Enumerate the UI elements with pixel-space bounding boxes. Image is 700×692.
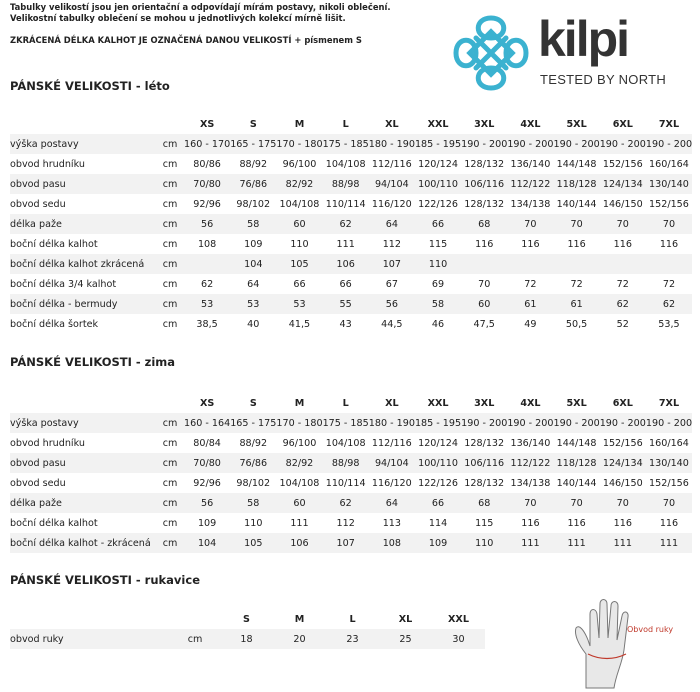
summer-cell-value: 61 bbox=[554, 294, 600, 314]
winter-cell-value: 68 bbox=[461, 493, 507, 513]
summer-cell-value: 106/116 bbox=[461, 174, 507, 194]
gloves-size-header: XL bbox=[398, 613, 413, 625]
intro-note: ZKRÁCENÁ DÉLKA KALHOT JE OZNAČENÁ DANOU VELIKOSTÍ + písmenem S bbox=[10, 35, 362, 45]
summer-cell-value: 56 bbox=[369, 294, 415, 314]
summer-size-header: M bbox=[294, 118, 305, 130]
summer-cell-value: 134/138 bbox=[510, 198, 551, 210]
winter-cell-value: 146/150 bbox=[602, 477, 643, 489]
summer-cell-value: 56 bbox=[184, 214, 230, 234]
winter-row-label: boční délka kalhot - zkrácená bbox=[10, 533, 156, 553]
winter-cell-value: 111 bbox=[507, 533, 553, 553]
winter-cell-value: 128/132 bbox=[464, 477, 505, 489]
summer-cell-value: 130/140 bbox=[646, 174, 692, 194]
winter-row-label: délka paže bbox=[10, 493, 156, 513]
winter-size-header: 5XL bbox=[566, 397, 587, 409]
summer-cell-value: 105 bbox=[276, 254, 322, 274]
summer-cell-value: 185 - 195 bbox=[415, 134, 461, 154]
summer-size-header: 3XL bbox=[474, 118, 495, 130]
winter-row-unit: cm bbox=[162, 517, 178, 529]
winter-cell-value: 56 bbox=[184, 493, 230, 513]
summer-cell-value: 52 bbox=[616, 318, 629, 330]
gloves-cell-value: 30 bbox=[432, 629, 485, 649]
winter-cell-value: 100/110 bbox=[415, 453, 461, 473]
summer-cell-value: 136/140 bbox=[510, 158, 551, 170]
summer-cell-value: 107 bbox=[369, 254, 415, 274]
summer-cell-value: 94/104 bbox=[369, 174, 415, 194]
summer-size-header: XL bbox=[385, 118, 399, 130]
winter-cell-value: 114 bbox=[428, 517, 448, 529]
winter-row-label: výška postavy bbox=[10, 413, 156, 433]
intro-line-2: Velikostní tabulky oblečení se mohou u jednotlivých kolekcí mírně lišit. bbox=[10, 13, 346, 23]
winter-row-label: obvod hrudníku bbox=[10, 437, 85, 449]
summer-size-header: L bbox=[342, 118, 349, 130]
winter-row-unit: cm bbox=[156, 453, 184, 473]
summer-row-unit: cm bbox=[156, 294, 184, 314]
winter-cell-value: 88/92 bbox=[239, 437, 268, 449]
winter-cell-value: 124/134 bbox=[600, 453, 646, 473]
summer-cell-value: 96/100 bbox=[282, 158, 317, 170]
winter-cell-value: 116 bbox=[659, 517, 679, 529]
gloves-header-blank bbox=[10, 609, 170, 629]
summer-cell-value: 140/144 bbox=[556, 198, 597, 210]
gloves-row-unit: cm bbox=[170, 629, 220, 649]
winter-size-header: L bbox=[342, 397, 349, 409]
summer-cell-value: 53 bbox=[184, 294, 230, 314]
winter-table-row bbox=[10, 413, 692, 433]
winter-cell-value: 104/108 bbox=[325, 437, 366, 449]
summer-row-label: délka paže bbox=[10, 214, 156, 234]
summer-size-header: 5XL bbox=[566, 118, 587, 130]
summer-cell-value: 116 bbox=[613, 238, 632, 250]
winter-cell-value: 170 - 180 bbox=[276, 413, 322, 433]
brand-name: kilpi bbox=[538, 11, 629, 67]
gloves-cell-value: 23 bbox=[326, 629, 379, 649]
winter-cell-value: 80/84 bbox=[193, 437, 221, 449]
winter-cell-value: 106/116 bbox=[461, 453, 507, 473]
summer-header-unit-blank bbox=[156, 114, 184, 134]
summer-cell-value: 104/108 bbox=[325, 158, 366, 170]
winter-cell-value: 175 - 185 bbox=[323, 413, 369, 433]
summer-cell-value bbox=[184, 254, 230, 274]
winter-cell-value: 116 bbox=[613, 517, 632, 529]
summer-cell-value: 104/108 bbox=[279, 198, 320, 210]
gloves-row-label: obvod ruky bbox=[10, 629, 170, 649]
summer-cell-value: 190 - 200 bbox=[554, 134, 600, 154]
winter-cell-value: 112 bbox=[336, 517, 355, 529]
summer-size-header: 7XL bbox=[658, 118, 680, 130]
summer-size-header: XXL bbox=[427, 118, 449, 130]
summer-title: PÁNSKÉ VELIKOSTI - léto bbox=[10, 79, 170, 93]
winter-table-row bbox=[10, 453, 692, 473]
summer-cell-value bbox=[554, 254, 600, 274]
intro-text bbox=[10, 2, 391, 46]
winter-cell-value: 115 bbox=[475, 517, 494, 529]
summer-cell-value: 70 bbox=[478, 278, 491, 290]
summer-cell-value: 118/128 bbox=[554, 174, 600, 194]
summer-cell-value: 160 - 170 bbox=[184, 134, 230, 154]
winter-cell-value: 92/96 bbox=[193, 477, 221, 489]
winter-cell-value: 70 bbox=[600, 493, 646, 513]
summer-cell-value: 109 bbox=[244, 238, 263, 250]
summer-table-row bbox=[10, 134, 692, 154]
summer-cell-value: 44,5 bbox=[381, 318, 403, 330]
summer-cell-value: 61 bbox=[507, 294, 553, 314]
winter-cell-value: 165 - 175 bbox=[230, 413, 276, 433]
summer-cell-value: 80/86 bbox=[193, 158, 221, 170]
summer-header-row bbox=[10, 114, 692, 134]
summer-table-row bbox=[10, 234, 692, 254]
summer-cell-value: 116 bbox=[659, 238, 679, 250]
summer-table-row bbox=[10, 154, 692, 174]
winter-table-row bbox=[10, 513, 692, 533]
winter-cell-value: 109 bbox=[197, 517, 217, 529]
winter-cell-value: 110 bbox=[461, 533, 507, 553]
winter-cell-value: 185 - 195 bbox=[415, 413, 461, 433]
winter-table-row bbox=[10, 533, 692, 553]
kilpi-knot-logo-icon bbox=[450, 12, 532, 94]
winter-row-label: obvod sedu bbox=[10, 477, 66, 489]
summer-cell-value: 165 - 175 bbox=[230, 134, 276, 154]
summer-cell-value: 190 - 200 bbox=[507, 134, 553, 154]
winter-table-row bbox=[10, 493, 692, 513]
winter-cell-value: 190 - 200 bbox=[507, 413, 553, 433]
summer-row-unit: cm bbox=[162, 198, 178, 210]
summer-cell-value: 100/110 bbox=[415, 174, 461, 194]
summer-cell-value: 49 bbox=[524, 318, 537, 330]
summer-row-unit: cm bbox=[162, 278, 178, 290]
summer-cell-value: 106 bbox=[323, 254, 369, 274]
winter-row-unit: cm bbox=[156, 493, 184, 513]
winter-cell-value: 104 bbox=[184, 533, 230, 553]
winter-cell-value: 111 bbox=[554, 533, 600, 553]
summer-row-unit: cm bbox=[162, 238, 178, 250]
winter-cell-value: 111 bbox=[600, 533, 646, 553]
summer-cell-value: 116 bbox=[567, 238, 586, 250]
intro-line-1: Tabulky velikostí jsou jen orientační a odpovídají mírám postavy, nikoli oblečení. bbox=[10, 2, 391, 12]
summer-table-row bbox=[10, 274, 692, 294]
winter-cell-value: 88/98 bbox=[323, 453, 369, 473]
summer-cell-value: 67 bbox=[385, 278, 398, 290]
summer-cell-value: 146/150 bbox=[602, 198, 643, 210]
winter-cell-value: 94/104 bbox=[369, 453, 415, 473]
winter-cell-value: 82/92 bbox=[276, 453, 322, 473]
summer-cell-value: 70 bbox=[507, 214, 553, 234]
summer-cell-value: 62 bbox=[646, 294, 692, 314]
winter-cell-value: 98/102 bbox=[236, 477, 271, 489]
summer-cell-value: 92/96 bbox=[193, 198, 221, 210]
brand-tagline: TESTED BY NORTH bbox=[540, 72, 667, 87]
summer-cell-value: 58 bbox=[415, 294, 461, 314]
summer-cell-value: 128/132 bbox=[464, 198, 505, 210]
winter-cell-value: 70 bbox=[507, 493, 553, 513]
winter-size-header: XS bbox=[199, 397, 215, 409]
gloves-cell-value: 25 bbox=[379, 629, 432, 649]
summer-cell-value: 69 bbox=[431, 278, 445, 290]
gloves-header-unit-blank bbox=[170, 609, 220, 629]
summer-cell-value: 47,5 bbox=[473, 318, 495, 330]
winter-cell-value: 105 bbox=[230, 533, 276, 553]
winter-cell-value: 120/124 bbox=[418, 437, 458, 449]
summer-row-label: boční délka 3/4 kalhot bbox=[10, 278, 117, 290]
summer-cell-value: 82/92 bbox=[276, 174, 322, 194]
summer-cell-value: 170 - 180 bbox=[276, 134, 322, 154]
summer-cell-value: 72 bbox=[662, 278, 676, 290]
summer-cell-value: 50,5 bbox=[565, 318, 588, 330]
winter-cell-value: 190 - 200 bbox=[554, 413, 600, 433]
summer-cell-value: 41,5 bbox=[288, 318, 311, 330]
summer-row-label: boční délka kalhot bbox=[10, 238, 98, 250]
summer-cell-value: 112 bbox=[382, 238, 401, 250]
winter-cell-value: 76/86 bbox=[230, 453, 276, 473]
summer-cell-value: 144/148 bbox=[556, 158, 597, 170]
summer-row-label: boční délka kalhot zkrácená bbox=[10, 254, 156, 274]
summer-cell-value: 76/86 bbox=[230, 174, 276, 194]
summer-cell-value: 66 bbox=[415, 214, 461, 234]
winter-row-unit: cm bbox=[162, 437, 178, 449]
winter-cell-value: 180 - 190 bbox=[369, 413, 415, 433]
winter-cell-value: 58 bbox=[230, 493, 276, 513]
summer-cell-value: 72 bbox=[524, 278, 537, 290]
summer-cell-value: 180 - 190 bbox=[369, 134, 415, 154]
summer-row-unit: cm bbox=[156, 254, 184, 274]
gloves-table-row bbox=[10, 629, 485, 649]
summer-cell-value: 111 bbox=[336, 238, 355, 250]
winter-cell-value: 64 bbox=[369, 493, 415, 513]
winter-cell-value: 110/114 bbox=[325, 477, 366, 489]
winter-row-unit: cm bbox=[162, 477, 178, 489]
summer-cell-value: 58 bbox=[230, 214, 276, 234]
winter-cell-value: 113 bbox=[382, 517, 401, 529]
winter-cell-value: 70 bbox=[646, 493, 692, 513]
summer-cell-value: 104 bbox=[230, 254, 276, 274]
winter-size-header: XL bbox=[385, 397, 399, 409]
winter-header-blank bbox=[10, 393, 156, 413]
gloves-size-header: S bbox=[243, 613, 250, 625]
summer-cell-value: 98/102 bbox=[236, 198, 271, 210]
summer-row-label: boční délka šortek bbox=[10, 318, 99, 330]
summer-row-label: obvod sedu bbox=[10, 198, 66, 210]
summer-row-label: boční délka - bermudy bbox=[10, 294, 156, 314]
gloves-size-header: L bbox=[349, 613, 356, 625]
winter-cell-value: 110 bbox=[244, 517, 263, 529]
summer-cell-value: 110 bbox=[290, 238, 309, 250]
summer-cell-value: 66 bbox=[293, 278, 306, 290]
summer-table-row bbox=[10, 214, 692, 234]
summer-cell-value: 116 bbox=[521, 238, 540, 250]
summer-size-header: 4XL bbox=[520, 118, 541, 130]
summer-cell-value bbox=[461, 254, 507, 274]
winter-cell-value: 190 - 200 bbox=[461, 413, 507, 433]
winter-cell-value: 136/140 bbox=[510, 437, 551, 449]
hand-measure-icon bbox=[566, 594, 696, 690]
summer-row-unit: cm bbox=[156, 134, 184, 154]
winter-table-row bbox=[10, 433, 692, 453]
winter-cell-value: 66 bbox=[415, 493, 461, 513]
summer-cell-value: 64 bbox=[247, 278, 260, 290]
hand-measure-label: Obvod ruky bbox=[627, 625, 674, 634]
winter-cell-value: 134/138 bbox=[510, 477, 551, 489]
winter-cell-value: 130/140 bbox=[646, 453, 692, 473]
summer-cell-value bbox=[646, 254, 692, 274]
winter-size-table bbox=[10, 393, 692, 553]
summer-cell-value: 70 bbox=[646, 214, 692, 234]
winter-cell-value: 70 bbox=[554, 493, 600, 513]
summer-cell-value: 70 bbox=[554, 214, 600, 234]
summer-cell-value: 72 bbox=[570, 278, 583, 290]
winter-size-header: XXL bbox=[427, 397, 449, 409]
summer-cell-value: 68 bbox=[461, 214, 507, 234]
summer-cell-value: 53,5 bbox=[658, 318, 680, 330]
winter-cell-value: 160/164 bbox=[649, 437, 689, 449]
summer-cell-value: 70 bbox=[600, 214, 646, 234]
winter-size-header: 3XL bbox=[474, 397, 495, 409]
gloves-cell-value: 20 bbox=[273, 629, 326, 649]
summer-cell-value: 190 - 200 bbox=[646, 134, 692, 154]
summer-row-label: obvod hrudníku bbox=[10, 158, 85, 170]
winter-cell-value: 152/156 bbox=[602, 437, 643, 449]
summer-row-unit: cm bbox=[162, 318, 178, 330]
summer-table-row bbox=[10, 294, 692, 314]
gloves-size-table bbox=[10, 609, 485, 649]
summer-cell-value: 120/124 bbox=[418, 158, 458, 170]
summer-cell-value: 46 bbox=[431, 318, 445, 330]
summer-header-blank bbox=[10, 114, 156, 134]
winter-cell-value: 70/80 bbox=[184, 453, 230, 473]
summer-row-label: výška postavy bbox=[10, 134, 156, 154]
gloves-title: PÁNSKÉ VELIKOSTI - rukavice bbox=[10, 573, 200, 587]
summer-cell-value: 62 bbox=[600, 294, 646, 314]
winter-cell-value: 116/120 bbox=[371, 477, 412, 489]
winter-cell-value: 152/156 bbox=[649, 477, 689, 489]
winter-row-unit: cm bbox=[156, 533, 184, 553]
winter-cell-value: 60 bbox=[276, 493, 322, 513]
summer-cell-value: 152/156 bbox=[649, 198, 689, 210]
summer-cell-value: 190 - 200 bbox=[461, 134, 507, 154]
summer-cell-value: 62 bbox=[323, 214, 369, 234]
summer-cell-value: 124/134 bbox=[600, 174, 646, 194]
summer-cell-value: 115 bbox=[428, 238, 448, 250]
gloves-size-header: M bbox=[294, 613, 305, 625]
summer-cell-value: 72 bbox=[616, 278, 629, 290]
winter-cell-value: 96/100 bbox=[282, 437, 317, 449]
summer-table-row bbox=[10, 174, 692, 194]
summer-cell-value: 112/122 bbox=[507, 174, 553, 194]
winter-cell-value: 109 bbox=[415, 533, 461, 553]
summer-cell-value: 122/126 bbox=[418, 198, 458, 210]
winter-cell-value: 128/132 bbox=[464, 437, 505, 449]
summer-row-unit: cm bbox=[162, 158, 178, 170]
summer-size-table bbox=[10, 114, 692, 334]
winter-header-row bbox=[10, 393, 692, 413]
summer-row-label: obvod pasu bbox=[10, 174, 156, 194]
winter-size-header: M bbox=[294, 397, 305, 409]
summer-size-header: 6XL bbox=[612, 118, 633, 130]
summer-table-row bbox=[10, 254, 692, 274]
gloves-size-header: XXL bbox=[448, 613, 469, 625]
winter-cell-value: 190 - 200 bbox=[600, 413, 646, 433]
winter-cell-value: 104/108 bbox=[279, 477, 320, 489]
summer-cell-value: 160/164 bbox=[649, 158, 689, 170]
summer-cell-value: 88/98 bbox=[323, 174, 369, 194]
summer-cell-value: 175 - 185 bbox=[323, 134, 369, 154]
winter-header-unit-blank bbox=[156, 393, 184, 413]
summer-cell-value: 40 bbox=[247, 318, 260, 330]
winter-cell-value: 118/128 bbox=[554, 453, 600, 473]
summer-cell-value: 108 bbox=[197, 238, 217, 250]
winter-size-header: 6XL bbox=[612, 397, 633, 409]
summer-cell-value: 190 - 200 bbox=[600, 134, 646, 154]
winter-cell-value: 106 bbox=[276, 533, 322, 553]
summer-cell-value: 110 bbox=[415, 254, 461, 274]
summer-cell-value: 116 bbox=[475, 238, 494, 250]
gloves-cell-value: 18 bbox=[220, 629, 273, 649]
winter-row-label: obvod pasu bbox=[10, 453, 156, 473]
winter-cell-value: 190 - 200 bbox=[646, 413, 692, 433]
winter-size-header: S bbox=[249, 397, 257, 409]
winter-cell-value: 111 bbox=[646, 533, 692, 553]
winter-cell-value: 112/116 bbox=[371, 437, 412, 449]
summer-cell-value: 70/80 bbox=[184, 174, 230, 194]
winter-title: PÁNSKÉ VELIKOSTI - zima bbox=[10, 355, 176, 369]
summer-cell-value: 53 bbox=[276, 294, 322, 314]
summer-cell-value: 112/116 bbox=[371, 158, 412, 170]
summer-table-row bbox=[10, 314, 692, 334]
summer-cell-value: 62 bbox=[200, 278, 214, 290]
winter-size-header: 7XL bbox=[658, 397, 680, 409]
summer-cell-value: 43 bbox=[339, 318, 352, 330]
winter-table-row bbox=[10, 473, 692, 493]
summer-cell-value: 60 bbox=[276, 214, 322, 234]
winter-cell-value: 116 bbox=[521, 517, 540, 529]
summer-cell-value bbox=[507, 254, 553, 274]
summer-table-row bbox=[10, 194, 692, 214]
winter-cell-value: 112/122 bbox=[507, 453, 553, 473]
winter-cell-value: 144/148 bbox=[556, 437, 597, 449]
winter-size-header: 4XL bbox=[520, 397, 541, 409]
summer-size-header: XS bbox=[199, 118, 215, 130]
summer-cell-value: 64 bbox=[369, 214, 415, 234]
summer-cell-value: 60 bbox=[461, 294, 507, 314]
winter-cell-value: 62 bbox=[323, 493, 369, 513]
summer-cell-value: 110/114 bbox=[325, 198, 366, 210]
gloves-header-row bbox=[10, 609, 485, 629]
winter-row-label: boční délka kalhot bbox=[10, 517, 98, 529]
winter-cell-value: 140/144 bbox=[556, 477, 597, 489]
winter-cell-value: 108 bbox=[369, 533, 415, 553]
summer-cell-value: 53 bbox=[230, 294, 276, 314]
winter-cell-value: 116 bbox=[567, 517, 586, 529]
summer-cell-value: 88/92 bbox=[239, 158, 268, 170]
summer-cell-value: 55 bbox=[323, 294, 369, 314]
winter-cell-value: 111 bbox=[290, 517, 309, 529]
summer-size-header: S bbox=[249, 118, 257, 130]
summer-cell-value: 116/120 bbox=[371, 198, 412, 210]
summer-row-unit: cm bbox=[156, 214, 184, 234]
summer-cell-value: 66 bbox=[339, 278, 352, 290]
winter-cell-value: 122/126 bbox=[418, 477, 458, 489]
winter-row-unit: cm bbox=[156, 413, 184, 433]
summer-cell-value: 152/156 bbox=[602, 158, 643, 170]
winter-cell-value: 160 - 164 bbox=[184, 413, 230, 433]
summer-row-unit: cm bbox=[156, 174, 184, 194]
winter-cell-value: 107 bbox=[323, 533, 369, 553]
summer-cell-value bbox=[600, 254, 646, 274]
summer-cell-value: 38,5 bbox=[196, 318, 218, 330]
summer-cell-value: 128/132 bbox=[464, 158, 505, 170]
